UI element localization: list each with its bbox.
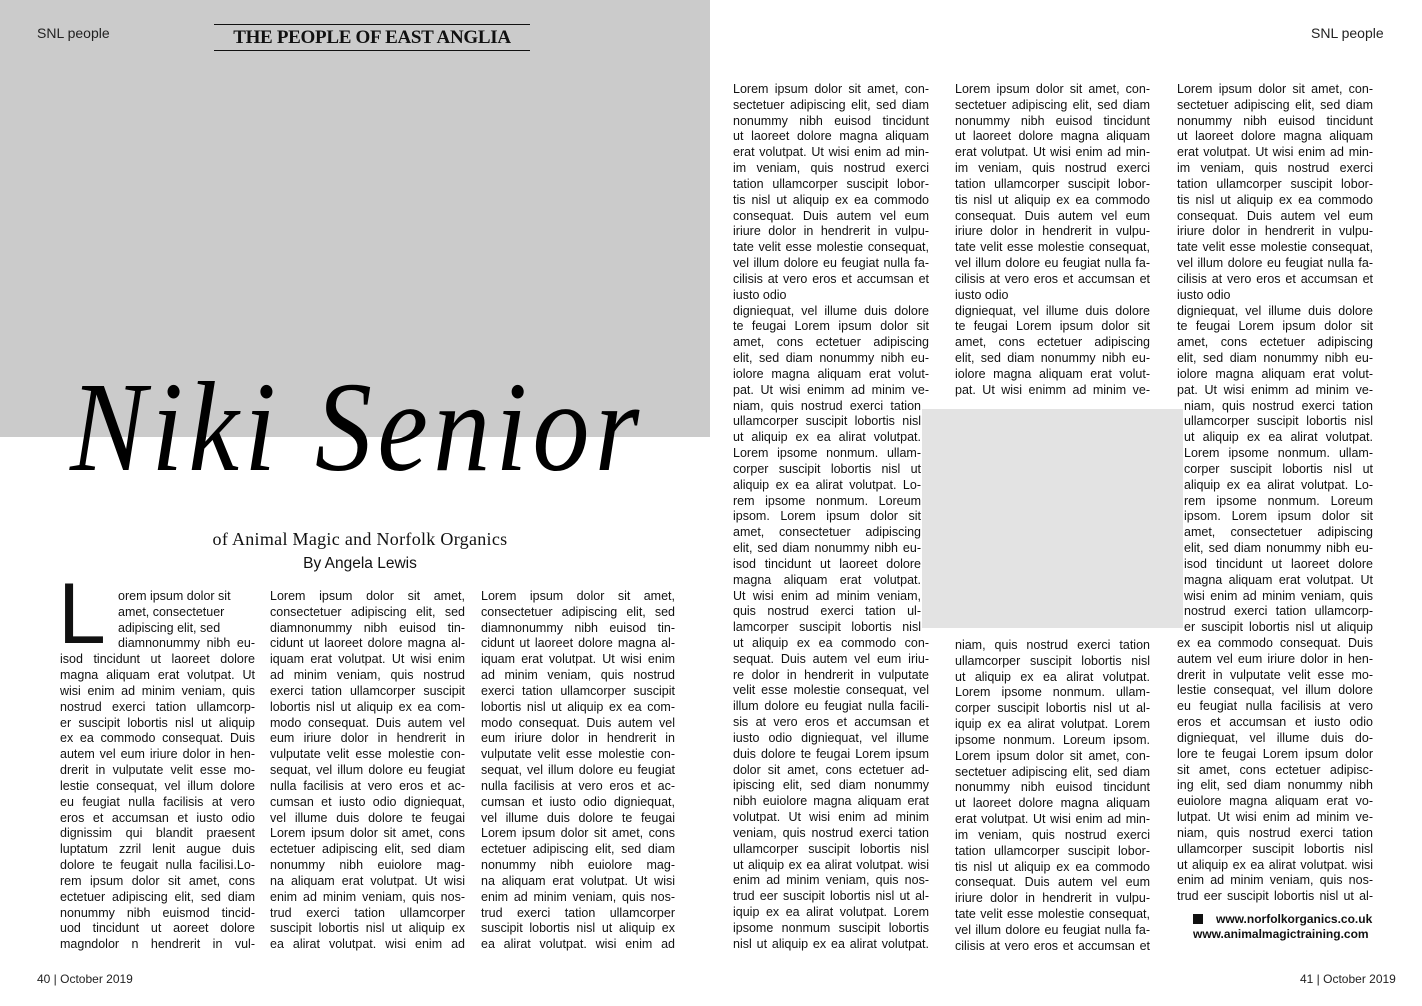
text-line: nonummy nibh euisod tincidunt: [1177, 113, 1373, 128]
text-line: wisi enim ad minim veniam, quis: [60, 683, 255, 698]
text-line: nonummy nibh euisod tincidunt: [733, 113, 929, 128]
text-line: digniequat, vel illume duis dolore: [733, 303, 929, 318]
text-line: tis nisl ut aliquip ex ea commodo: [955, 859, 1150, 874]
text-line: iquam erat volutpat. Ut wisi enim: [270, 652, 465, 667]
website-link[interactable]: www.norfolkorganics.co.uk: [1216, 912, 1373, 926]
text-line: trud exerci tation ullamcorper: [270, 905, 465, 920]
text-line: ea alirat volutpat. wisi enim ad: [481, 937, 675, 952]
text-line: consectetuer adipiscing elit, sed: [270, 604, 465, 619]
text-line: Lorem ipsome nonmum. ullam-: [733, 446, 921, 461]
text-line: sectetuer adipiscing elit, sed diam: [955, 764, 1150, 779]
text-line: niam, quis nostrud exerci tation: [1177, 825, 1373, 840]
text-line: sectetuer adipiscing elit, sed diam: [1177, 97, 1373, 112]
text-line: exerci tation ullamcorper suscipit: [270, 683, 465, 698]
text-line: iusto odio: [733, 287, 787, 302]
text-line: tis nisl ut aliquip ex ea commodo: [955, 192, 1150, 207]
text-line: iriure dolor in hendrerit in vulpu-: [955, 224, 1150, 239]
text-line: eu feugiat nulla facilisis at vero: [60, 794, 255, 809]
text-line: enim ad minim veniam, quis nos-: [481, 889, 675, 904]
text-line: im veniam, quis nostrud exerci: [955, 161, 1150, 176]
text-line: nisl ut aliquip ex ea alirat volutpat.: [733, 936, 929, 951]
text-line: suscipit lobortis nisl ut aliquip ex: [481, 921, 675, 936]
text-line: cilisis at vero eros et accumsan et: [1177, 271, 1373, 286]
text-line: ipsome nonmum. Loreum ipsom.: [955, 732, 1150, 747]
text-line: ut aliquip ex ea alirat volutpat. wisi: [733, 857, 929, 872]
text-line: nostrud exerci tation ullamcorp-: [60, 699, 255, 714]
text-line: erat volutpat. Ut wisi enim ad min-: [955, 812, 1150, 827]
text-line: elit, sed diam nonummy nibh eu-: [1184, 541, 1373, 556]
text-line: niam, quis nostrud exerci tation: [733, 398, 921, 413]
text-line: ipiscing elit, sed diam nonummy: [733, 778, 929, 793]
text-line: nonummy nibh euiolore mag-: [481, 858, 675, 873]
inline-photo-placeholder: [922, 409, 1183, 628]
text-line: consequat. Duis autem vel eum: [955, 208, 1150, 223]
text-line: sequat, vel illum dolore eu feugiat: [481, 763, 675, 778]
text-line: diamnonummy nibh eu-: [118, 636, 255, 651]
text-line: cumsan et iusto odio digniequat,: [270, 794, 465, 809]
text-line: isod tincidunt ut laoreet dolore: [1184, 556, 1373, 571]
text-line: eu feugiat nulla facilisis at vero: [1177, 699, 1373, 714]
text-line: uod tincidunt ut aoreet dolore: [60, 921, 255, 936]
text-line: iolore magna aliquam erat volut-: [733, 366, 929, 381]
text-line: amet, consectetuer: [118, 604, 225, 619]
text-line: tate velit esse molestie consequat,: [955, 907, 1150, 922]
text-line: te feugai Lorem ipsum dolor sit: [1177, 319, 1373, 334]
text-line: pat. Ut wisi enimm ad minim ve-: [955, 382, 1150, 397]
text-line: eum iriure dolor in hendrerit in: [270, 731, 465, 746]
text-line: lamcorper suscipit lobortis nisl: [733, 620, 921, 635]
text-line: vulputate velit esse molestie con-: [481, 747, 675, 762]
text-line: ut aliquip ex ea alirat volutpat.: [733, 430, 921, 445]
text-line: ullamcorper suscipit lobortis nisl: [955, 653, 1150, 668]
text-line: erat volutpat. Ut wisi enim ad min-: [733, 145, 929, 160]
text-line: na aliquam erat volutpat. Ut wisi: [481, 873, 675, 888]
text-line: consequat. Duis autem vel eum: [733, 208, 929, 223]
text-line: eum iriure dolor in hendrerit in: [481, 731, 675, 746]
text-line: tation ullamcorper suscipit lobor-: [955, 176, 1150, 191]
text-line: drerit in vulputate velit esse mo-: [1177, 667, 1373, 682]
text-line: ex ea commodo consequat. Duis: [1177, 635, 1373, 650]
text-line: iolore magna aliquam erat volut-: [1177, 366, 1373, 381]
text-line: isod tincidunt ut laoreet dolore: [60, 652, 255, 667]
text-line: veniam, quis nostrud exerci tation: [733, 825, 929, 840]
text-line: euiolore magna aliquam erat vo-: [1177, 794, 1373, 809]
text-line: ut laoreet dolore magna aliquam: [955, 129, 1150, 144]
text-line: nulla facilisis at vero eros et ac-: [481, 778, 675, 793]
text-line: Lorem ipsum dolor sit amet, cons: [481, 826, 675, 841]
text-line: sit amet, cons ectetuer adipisc-: [1177, 762, 1373, 777]
text-line: ectetuer adipiscing elit, sed diam: [481, 842, 675, 857]
text-line: amet, cons ectetuer adipiscing: [955, 335, 1150, 350]
text-line: ad minim veniam, quis nostrud: [481, 668, 675, 683]
text-line: nonummy nibh euisod tincidunt: [955, 113, 1150, 128]
text-line: elit, sed diam nonummy nibh eu-: [733, 541, 921, 556]
text-line: ea alirat volutpat. wisi enim ad: [270, 937, 465, 952]
text-line: tation ullamcorper suscipit lobor-: [733, 176, 929, 191]
text-line: vel illum dolore eu feugiat nulla fa-: [1177, 256, 1373, 271]
text-line: magna aliquam erat volutpat.: [733, 572, 921, 587]
page-folio-right: 41 | October 2019: [1300, 972, 1396, 986]
text-line: iquip ex ea alirat volutpat. Lorem: [733, 905, 929, 920]
text-line: aliquip ex ea alirat volutpat. Lo-: [733, 477, 921, 492]
text-line: sectetuer adipiscing elit, sed diam: [955, 97, 1150, 112]
text-line: lutpat. Ut wisi enim ad minim ve-: [1177, 810, 1373, 825]
text-line: amet, cons ectetuer adipiscing: [733, 335, 929, 350]
article-subtitle: of Animal Magic and Norfolk Organics: [212, 529, 508, 549]
text-line: sis at vero eros et accumsan et: [733, 715, 929, 730]
text-line: trud eer suscipit lobortis nisl ut al-: [733, 889, 929, 904]
text-line: im veniam, quis nostrud exerci: [733, 161, 929, 176]
text-line: pat. Ut wisi enimm ad minim ve-: [733, 382, 929, 397]
text-line: drerit in vulputate velit esse mo-: [60, 763, 255, 778]
text-line: volutpat. Ut wisi enim ad minim: [733, 810, 929, 825]
text-line: ipsom. Lorem ipsum dolor sit: [733, 509, 921, 524]
text-line: rem ipsome nonmum. Loreum: [1184, 493, 1373, 508]
text-line: lore te feugai Lorem ipsum dolor: [1177, 746, 1373, 761]
text-line: ullamcorper suscipit lobortis nisl: [1184, 414, 1373, 429]
website-links: [1193, 912, 1372, 942]
text-line: iusto odio digniequat, vel illume: [733, 730, 929, 745]
text-line: digniequat, vel illume duis do-: [1177, 730, 1373, 745]
text-line: niam, quis nostrud exerci tation: [1184, 398, 1373, 413]
text-line: ut aliquip ex ea commodo con-: [733, 635, 929, 650]
text-line: corper suscipit lobortis nisl ut al-: [955, 701, 1150, 716]
text-line: rem ipsum dolor sit amet, cons: [60, 873, 255, 888]
text-line: suscipit lobortis nisl ut aliquip ex: [270, 921, 465, 936]
text-line: ad minim veniam, quis nostrud: [270, 668, 465, 683]
text-line: elit, sed diam nonummy nibh eu-: [955, 351, 1150, 366]
text-line: orem ipsum dolor sit: [118, 589, 231, 603]
text-line: nibh euiolore magna aliquam erat: [733, 794, 929, 809]
text-line: iolore magna aliquam erat volut-: [955, 366, 1150, 381]
text-line: vel illum dolore eu feugiat nulla fa-: [955, 256, 1150, 271]
text-line: ex ea commodo consequat. Duis: [60, 731, 255, 746]
text-line: iquam erat volutpat. Ut wisi enim: [481, 652, 675, 667]
section-title: THE PEOPLE OF EAST ANGLIA: [214, 24, 530, 51]
text-line: rem ipsome nonmum. Loreum: [733, 493, 921, 508]
text-line: tation ullamcorper suscipit lobor-: [955, 843, 1150, 858]
text-line: magndolor n hendrerit in vul-: [60, 937, 255, 952]
website-link[interactable]: www.animalmagictraining.com: [1193, 927, 1369, 941]
text-line: diamnonummy nibh euisod tin-: [481, 620, 675, 635]
text-line: im veniam, quis nostrud exerci: [1177, 161, 1373, 176]
text-line: vel illum dolore eu feugiat nulla fa-: [955, 922, 1150, 937]
text-line: lobortis nisl ut aliquip ex ea com-: [270, 699, 465, 714]
body-column: [1177, 82, 1373, 905]
body-column: [955, 638, 1150, 955]
text-line: consectetuer adipiscing elit, sed: [481, 604, 675, 619]
text-line: Lorem ipsum dolor sit amet, con-: [1177, 82, 1373, 96]
text-line: iquip ex ea alirat volutpat. Lorem: [955, 717, 1150, 732]
text-line: ectetuer adipiscing elit, sed diam: [270, 842, 465, 857]
text-line: Lorem ipsum dolor sit amet, cons: [270, 826, 465, 841]
text-line: sectetuer adipiscing elit, sed diam: [733, 97, 929, 112]
text-line: Lorem ipsum dolor sit amet,: [481, 589, 675, 603]
text-line: tate velit esse molestie consequat,: [1177, 240, 1373, 255]
text-line: cilisis at vero eros et accumsan et: [955, 271, 1150, 286]
text-line: niam, quis nostrud exerci tation: [955, 638, 1150, 652]
text-line: ullamcorper suscipit lobortis nisl: [1177, 841, 1373, 856]
text-line: eros et accumsan et iusto odio: [60, 810, 255, 825]
text-line: digniequat, vel illume duis dolore: [955, 303, 1150, 318]
text-line: elit, sed diam nonummy nibh eu-: [1177, 351, 1373, 366]
text-line: enim ad minim veniam, quis nos-: [1177, 873, 1373, 888]
text-line: iusto odio: [955, 287, 1009, 302]
byline: By Angela Lewis: [303, 555, 417, 572]
text-line: adipiscing elit, sed: [118, 620, 221, 635]
text-line: Lorem ipsum dolor sit amet, con-: [955, 748, 1150, 763]
text-line: corper suscipit lobortis nisl ut: [1184, 461, 1373, 476]
text-line: amet, cons ectetuer adipiscing: [1177, 335, 1373, 350]
text-line: iusto odio: [1177, 287, 1231, 302]
text-line: tis nisl ut aliquip ex ea commodo: [1177, 192, 1373, 207]
text-line: vel illum dolore eu feugiat nulla fa-: [733, 256, 929, 271]
text-line: enim ad minim veniam, quis nos-: [733, 873, 929, 888]
text-line: re dolor in hendrerit in vulputate: [733, 667, 929, 682]
text-line: tate velit esse molestie consequat,: [955, 240, 1150, 255]
text-line: nulla facilisis at vero eros et ac-: [270, 778, 465, 793]
text-line: pat. Ut wisi enimm ad minim ve-: [1177, 382, 1373, 397]
text-line: Lorem ipsum dolor sit amet, con-: [733, 82, 929, 96]
text-line: ing elit, sed diam nonummy nibh: [1177, 778, 1373, 793]
text-line: dignissim qui blandit praesent: [60, 826, 255, 841]
text-line: ut laoreet dolore magna aliquam: [955, 796, 1150, 811]
text-line: ipsom. Lorem ipsum dolor sit: [1184, 509, 1373, 524]
text-line: erat volutpat. Ut wisi enim ad min-: [1177, 145, 1373, 160]
text-line: dolore te feugait nulla facilisi.Lo-: [60, 858, 255, 873]
text-line: cidunt ut laoreet dolore magna al-: [481, 636, 675, 651]
text-line: ut laoreet dolore magna aliquam: [733, 129, 929, 144]
text-line: tation ullamcorper suscipit lobor-: [1177, 176, 1373, 191]
body-column: [60, 589, 255, 953]
text-line: Ut wisi enim ad minim veniam,: [733, 588, 921, 603]
article-title: Niki Senior: [70, 356, 645, 498]
text-line: modo consequat. Duis autem vel: [481, 715, 675, 730]
text-line: diamnonummy nibh euisod tin-: [270, 620, 465, 635]
text-line: amet, consectetuer adipiscing: [733, 525, 921, 540]
text-line: velit esse molestie consequat, vel: [733, 683, 929, 698]
text-line: sequat. Duis autem vel eum iriu-: [733, 651, 929, 666]
text-line: aliquip ex ea alirat volutpat. Lo-: [1184, 477, 1373, 492]
text-line: vel illume duis dolore te feugai: [481, 810, 675, 825]
text-line: luptatum zzril lenit augue duis: [60, 842, 255, 857]
text-line: consequat. Duis autem vel eum: [1177, 208, 1373, 223]
text-line: exerci tation ullamcorper suscipit: [481, 683, 675, 698]
text-line: vel illume duis dolore te feugai: [270, 810, 465, 825]
text-line: cumsan et iusto odio digniequat,: [481, 794, 675, 809]
page-folio-left: 40 | October 2019: [37, 972, 133, 986]
text-line: tis nisl ut aliquip ex ea commodo: [733, 192, 929, 207]
body-column: [733, 82, 929, 953]
text-line: iriure dolor in hendrerit in vulpu-: [1177, 224, 1373, 239]
text-line: wisi enim ad minim veniam, quis: [1184, 588, 1373, 603]
text-line: digniequat, vel illume duis dolore: [1177, 303, 1373, 318]
text-line: ullamcorper suscipit lobortis nisl: [733, 841, 929, 856]
text-line: ut laoreet dolore magna aliquam: [1177, 129, 1373, 144]
text-line: dolor sit amet, cons ectetuer ad-: [733, 762, 929, 777]
text-line: modo consequat. Duis autem vel: [270, 715, 465, 730]
body-column: [270, 589, 465, 953]
text-line: Lorem ipsum dolor sit amet, con-: [955, 82, 1150, 96]
text-line: ipsome nonmum suscipit lobortis: [733, 920, 929, 935]
text-line: enim ad minim veniam, quis nos-: [270, 889, 465, 904]
text-line: cidunt ut laoreet dolore magna al-: [270, 636, 465, 651]
text-line: corper suscipit lobortis nisl ut: [733, 461, 921, 476]
text-line: cilisis at vero eros et accumsan et: [733, 271, 929, 286]
drop-cap: L: [58, 566, 106, 662]
text-line: lobortis nisl ut aliquip ex ea com-: [481, 699, 675, 714]
text-line: lestie consequat, vel illum dolore: [60, 778, 255, 793]
text-line: ectetuer adipiscing elit, sed diam: [60, 889, 255, 904]
text-line: magna aliquam erat volutpat. Ut: [60, 668, 255, 683]
text-line: im veniam, quis nostrud exerci: [955, 827, 1150, 842]
text-line: quis nostrud exerci tation ul-: [733, 604, 921, 619]
text-line: isod tincidunt ut laoreet dolore: [733, 556, 921, 571]
text-line: consequat. Duis autem vel eum: [955, 875, 1150, 890]
running-head-right: SNL people: [1311, 25, 1384, 41]
text-line: duis dolore te feugai Lorem ipsum: [733, 746, 929, 761]
text-line: Lorem ipsome nonmum. ullam-: [1184, 446, 1373, 461]
body-column: [955, 82, 1150, 399]
text-line: vulputate velit esse molestie con-: [270, 747, 465, 762]
text-line: amet, consectetuer adipiscing: [1184, 525, 1373, 540]
text-line: magna aliquam erat volutpat. Ut: [1184, 572, 1373, 587]
text-line: er suscipit lobortis nisl ut aliquip: [1184, 620, 1373, 635]
text-line: eros et accumsan et iusto odio: [1177, 715, 1373, 730]
text-line: Lorem ipsome nonmum. ullam-: [955, 685, 1150, 700]
text-line: autem vel eum iriure dolor in hen-: [1177, 651, 1373, 666]
text-line: ut aliquip ex ea alirat volutpat.: [955, 669, 1150, 684]
text-line: sequat, vel illum dolore eu feugiat: [270, 763, 465, 778]
body-column: [481, 589, 675, 953]
text-line: autem vel eum iriure dolor in hen-: [60, 747, 255, 762]
text-line: cilisis at vero eros et accumsan et: [955, 938, 1150, 953]
text-line: lestie consequat, vel illum dolore: [1177, 683, 1373, 698]
text-line: ut aliquip ex ea alirat volutpat.: [1184, 430, 1373, 445]
text-line: nostrud exerci tation ullamcorp-: [1184, 604, 1373, 619]
text-line: illum dolore eu feugiat nulla facili-: [733, 699, 929, 714]
text-line: er suscipit lobortis nisl ut aliquip: [60, 715, 255, 730]
text-line: ullamcorper suscipit lobortis nisl: [733, 414, 921, 429]
text-line: nonummy nibh euiolore mag-: [270, 858, 465, 873]
text-line: Lorem ipsum dolor sit amet,: [270, 589, 465, 603]
text-line: trud eer suscipit lobortis nisl ut al-: [1177, 889, 1373, 904]
text-line: elit, sed diam nonummy nibh eu-: [733, 351, 929, 366]
text-line: te feugai Lorem ipsum dolor sit: [733, 319, 929, 334]
text-line: tate velit esse molestie consequat,: [733, 240, 929, 255]
text-line: erat volutpat. Ut wisi enim ad min-: [955, 145, 1150, 160]
text-line: iriure dolor in hendrerit in vulpu-: [733, 224, 929, 239]
text-line: nonummy nibh euisod tincidunt: [955, 780, 1150, 795]
text-line: trud exerci tation ullamcorper: [481, 905, 675, 920]
text-line: ut aliquip ex ea alirat volutpat. wisi: [1177, 857, 1373, 872]
text-line: na aliquam erat volutpat. Ut wisi: [270, 873, 465, 888]
bullet-square-icon: [1193, 914, 1203, 924]
running-head-left: SNL people: [37, 25, 110, 41]
text-line: iriure dolor in hendrerit in vulpu-: [955, 891, 1150, 906]
text-line: te feugai Lorem ipsum dolor sit: [955, 319, 1150, 334]
text-line: nonummy nibh euismod tincid-: [60, 905, 255, 920]
